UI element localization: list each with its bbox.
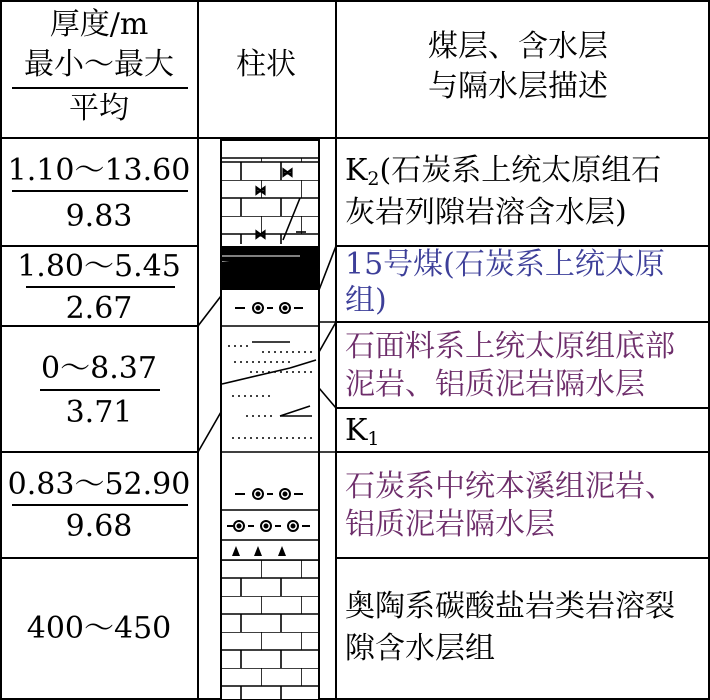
row2-range: 1.80～5.45 bbox=[17, 249, 181, 284]
bauxite-mudstone-marker-1 bbox=[235, 303, 303, 313]
header-column: 柱状 bbox=[236, 47, 296, 82]
header-desc-line2: 与隔水层描述 bbox=[428, 69, 608, 104]
row5-desc-line1: 奥陶系碳酸盐岩类岩溶裂 bbox=[345, 589, 675, 624]
row4-desc-line2: 铝质泥岩隔水层 bbox=[345, 507, 555, 542]
benxi-mudstone-marker-1 bbox=[235, 489, 303, 499]
row1-avg: 9.83 bbox=[65, 199, 133, 234]
header-thickness-line3: 平均 bbox=[69, 91, 129, 126]
row5-range: 400～450 bbox=[26, 611, 172, 646]
row3-desc-line1: 石面料系上统太原组底部 bbox=[345, 329, 675, 364]
ordovician-limestone-pattern bbox=[222, 560, 318, 699]
row1-desc-line1: K2(石炭系上统太原组石 bbox=[345, 153, 662, 190]
header-thickness-line1: 厚度/m bbox=[49, 7, 149, 42]
row4-avg: 9.68 bbox=[65, 509, 133, 544]
row4-desc-line1: 石炭系中统本溪组泥岩、 bbox=[345, 469, 675, 504]
limestone-k2-pattern bbox=[222, 158, 318, 244]
header-desc-line1: 煤层、含水层 bbox=[428, 29, 608, 64]
row5-desc-line2: 隙含水层组 bbox=[345, 631, 495, 666]
benxi-mudstone-marker-2 bbox=[227, 521, 310, 531]
sandy-mudstone-pattern bbox=[222, 342, 316, 438]
row2-desc-line2: 组) bbox=[345, 283, 387, 318]
row3-range: 0～8.37 bbox=[41, 351, 157, 386]
k1-label: K1 bbox=[345, 413, 380, 450]
svg-text:⋈: ⋈ bbox=[255, 184, 266, 197]
triangle-markers bbox=[232, 546, 286, 556]
svg-text:⋈: ⋈ bbox=[282, 166, 293, 179]
header-thickness-line2: 最小～最大 bbox=[24, 47, 174, 82]
svg-text:⋈: ⋈ bbox=[255, 228, 266, 241]
row2-avg: 2.67 bbox=[65, 291, 133, 326]
row3-desc-line2: 泥岩、铝质泥岩隔水层 bbox=[345, 367, 645, 402]
row1-desc-line2: 灰岩列隙岩溶含水层) bbox=[345, 195, 627, 230]
row1-range: 1.10～13.60 bbox=[7, 153, 191, 188]
row2-desc-line1: 15号煤(石炭系上统太原 bbox=[345, 247, 665, 282]
row3-avg: 3.71 bbox=[65, 395, 133, 430]
row4-range: 0.83～52.90 bbox=[7, 467, 191, 502]
